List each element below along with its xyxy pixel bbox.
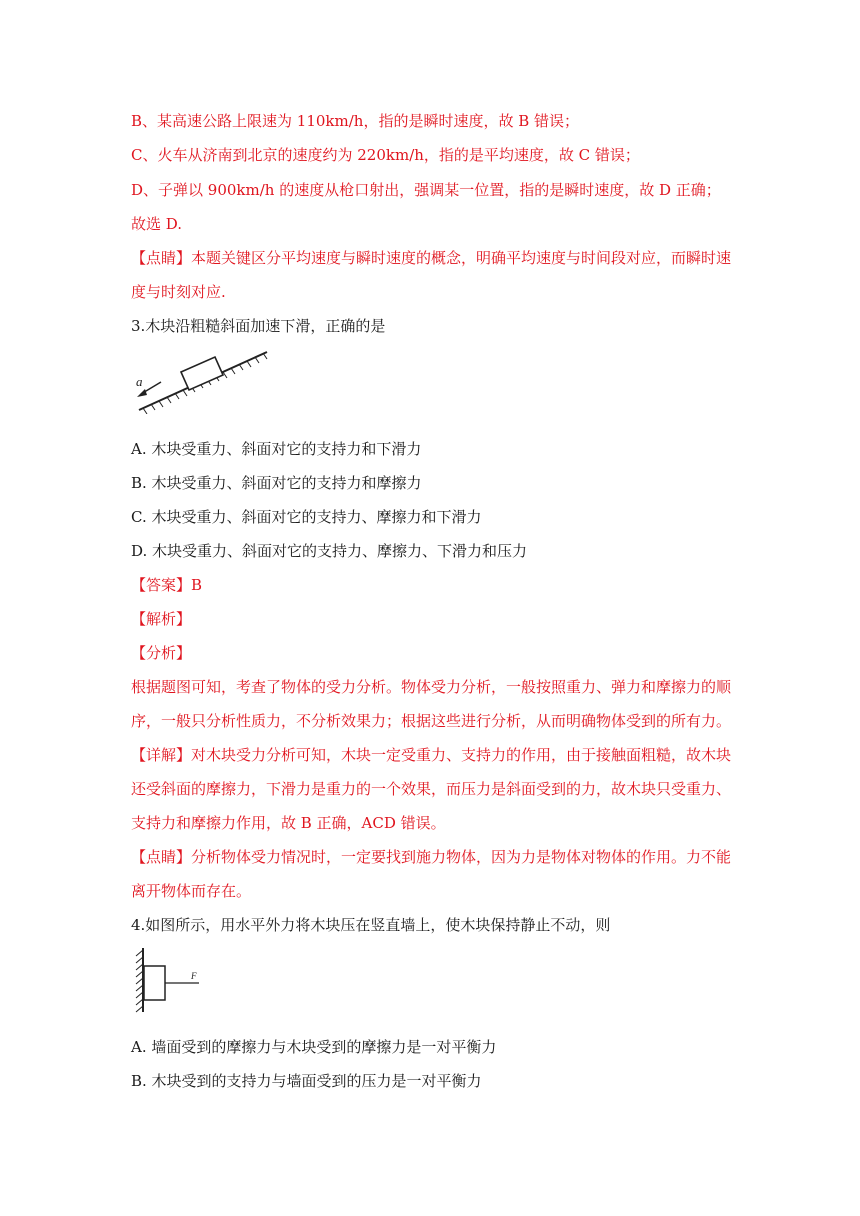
- block-shape: [144, 966, 165, 1000]
- q3-jiexi-heading: 【解析】: [131, 610, 192, 628]
- q4-option-b: B. 木块受到的支持力与墙面受到的压力是一对平衡力: [131, 1072, 482, 1090]
- q3-option-b: B. 木块受重力、斜面对它的支持力和摩擦力: [131, 474, 422, 492]
- q3-detail-line-2: 还受斜面的摩擦力，下滑力是重力的一个效果，而压力是斜面受到的力，故木块只受重力、: [131, 780, 732, 798]
- q3-answer: 【答案】B: [131, 576, 203, 594]
- q3-comment-line-1: 【点睛】分析物体受力情况时，一定要找到施力物体，因为力是物体对物体的作用。力不能: [131, 848, 732, 866]
- q3-detail-line-3: 支持力和摩擦力作用，故 B 正确，ACD 错误。: [131, 814, 446, 832]
- q4-option-a: A. 墙面受到的摩擦力与木块受到的摩擦力是一对平衡力: [131, 1038, 497, 1056]
- block-shape: [181, 357, 223, 390]
- explanation-line-d: D、子弹以 900km/h 的速度从枪口射出，强调某一位置，指的是瞬时速度，故 D 正确；: [131, 181, 721, 199]
- explanation-line-b: B、某高速公路上限速为 110km/h，指的是瞬时速度，故 B 错误；: [131, 112, 580, 130]
- explanation-choice: 故选 D.: [131, 215, 183, 233]
- incline-figure: [131, 342, 271, 414]
- q3-option-a: A. 木块受重力、斜面对它的支持力和下滑力: [131, 440, 422, 458]
- force-label: F: [191, 971, 197, 981]
- acceleration-label: a: [136, 374, 143, 389]
- wall-block-figure: [131, 946, 211, 1016]
- q3-analysis-line-1: 根据题图可知，考查了物体的受力分析。物体受力分析，一般按照重力、弹力和摩擦力的顺: [131, 678, 732, 696]
- q3-fenxi-heading: 【分析】: [131, 644, 192, 662]
- question-4-stem: 4.如图所示，用水平外力将木块压在竖直墙上，使木块保持静止不动，则: [131, 916, 611, 934]
- q3-comment-line-2: 离开物体而存在。: [131, 882, 252, 900]
- comment-line-1: 【点睛】本题关键区分平均速度与瞬时速度的概念，明确平均速度与时间段对应，而瞬时速: [131, 249, 732, 267]
- question-3-stem: 3.木块沿粗糙斜面加速下滑，正确的是: [131, 317, 386, 335]
- q3-analysis-line-2: 序，一般只分析性质力，不分析效果力；根据这些进行分析，从而明确物体受到的所有力。: [131, 712, 732, 730]
- explanation-line-c: C、火车从济南到北京的速度约为 220km/h，指的是平均速度，故 C 错误；: [131, 146, 640, 164]
- comment-line-2: 度与时刻对应.: [131, 283, 226, 301]
- q3-detail-line-1: 【详解】对木块受力分析可知，木块一定受重力、支持力的作用，由于接触面粗糙，故木块: [131, 746, 732, 764]
- q3-option-d: D. 木块受重力、斜面对它的支持力、摩擦力、下滑力和压力: [131, 542, 528, 560]
- q3-option-c: C. 木块受重力、斜面对它的支持力、摩擦力和下滑力: [131, 508, 482, 526]
